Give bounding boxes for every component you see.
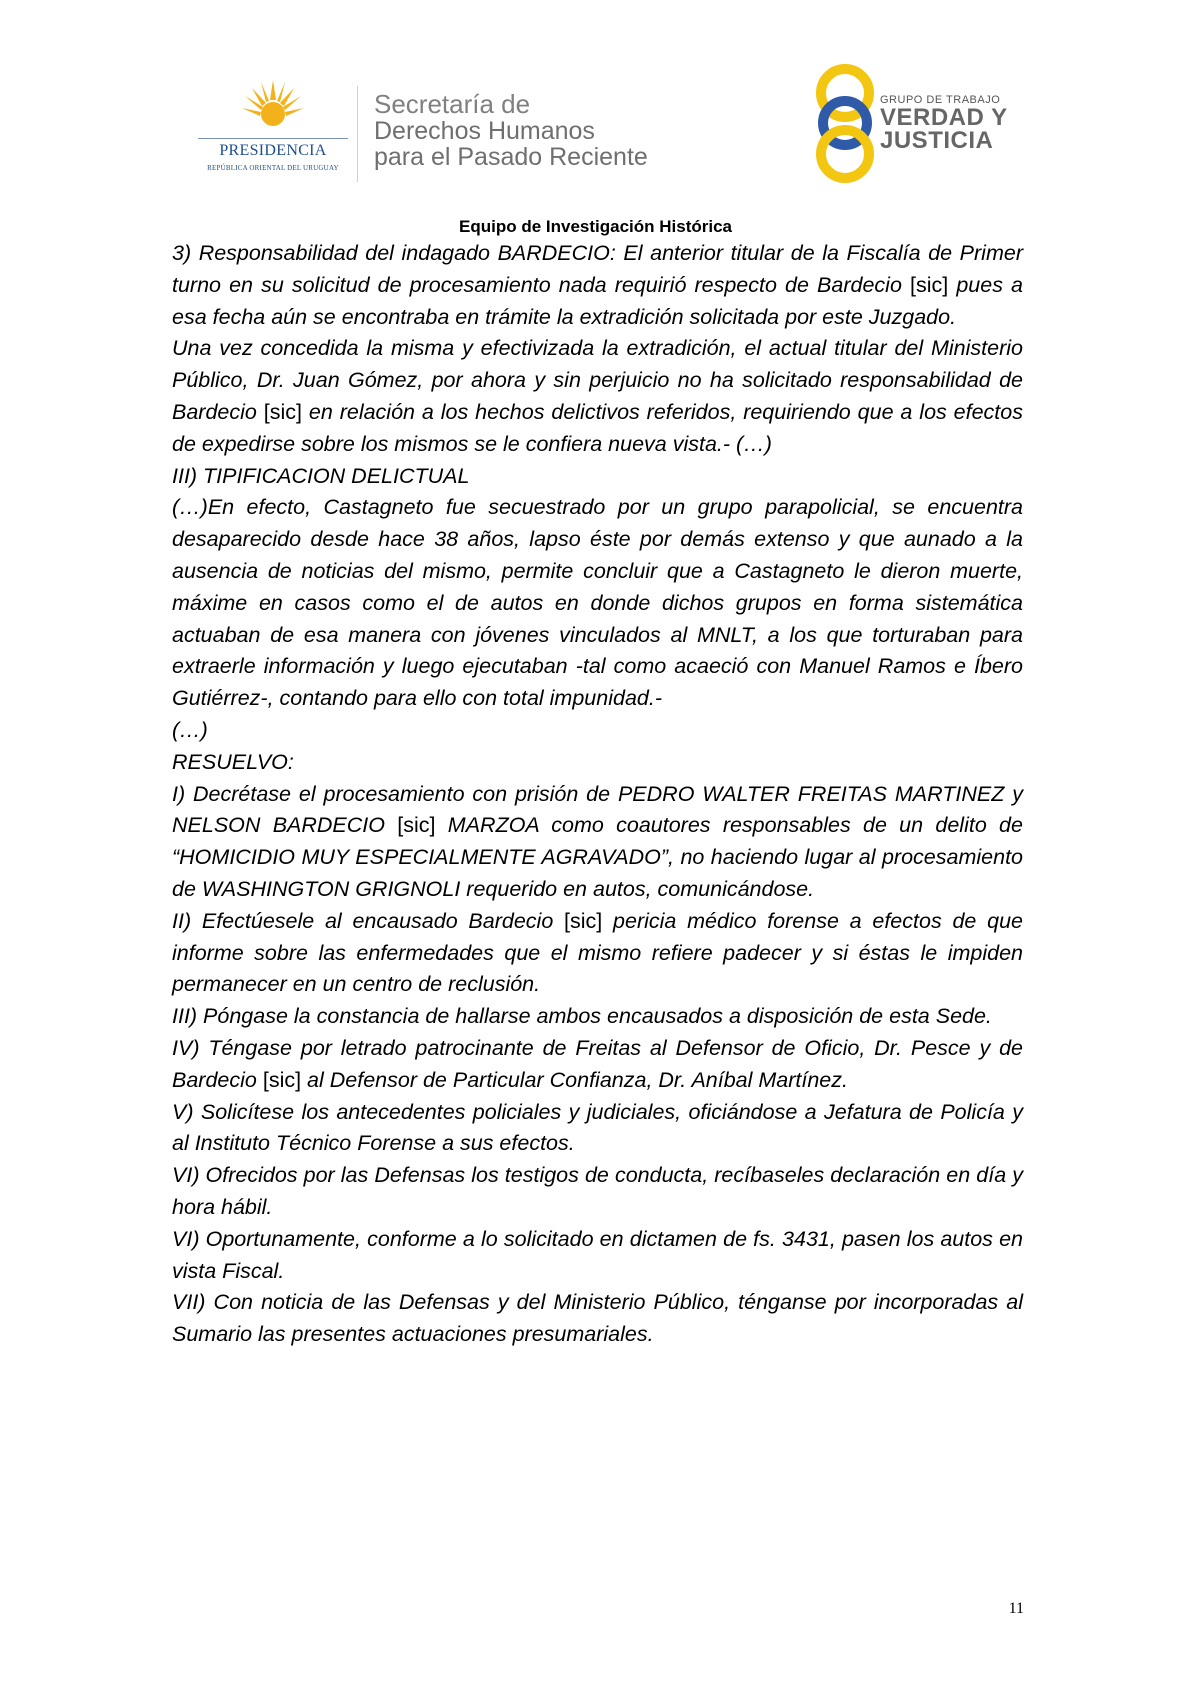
paragraph-text: en relación a los hechos delictivos referidos, requiriendo que a los efectos de expedirse sobre los mismos se le confiera nueva vista.- (…) <box>172 399 1023 456</box>
paragraph-text: pues a esa fecha aún se encontraba en trámite la extradición solicitada por este Juzgado. <box>172 272 1023 329</box>
paragraph <box>172 779 1023 906</box>
sic-marker: [sic] <box>262 1067 302 1092</box>
paragraph-text: III) Póngase la constancia de hallarse ambos encausados a disposición de esta Sede. <box>172 1004 992 1029</box>
sic-marker: [sic] <box>397 813 436 838</box>
secretaria-line-3: para el Pasado Reciente <box>374 143 648 171</box>
paragraph <box>172 1001 1023 1033</box>
paragraph <box>172 1097 1023 1161</box>
sic-marker: [sic] <box>564 908 603 933</box>
paragraph-text: V) Solicítese los antecedentes policiales y judiciales, oficiándose a Jefatura de Policía y al Instituto Técnico Forense a sus efectos. <box>172 1099 1023 1156</box>
paragraph-text: III) TIPIFICACION DELICTUAL <box>172 463 470 488</box>
document-body <box>172 238 1023 1351</box>
paragraph <box>172 1160 1023 1224</box>
page-number: 11 <box>1008 1600 1024 1617</box>
paragraph-text: VI) Ofrecidos por las Defensas los testigos de conducta, recíbaseles declaración en día y hora hábil. <box>172 1163 1023 1219</box>
paragraph <box>172 1224 1023 1288</box>
presidencia-name: PRESIDENCIA <box>219 142 327 159</box>
rings-icon <box>810 62 880 188</box>
grupo-line-2: VERDAD Y <box>880 104 1008 131</box>
paragraph <box>172 1287 1023 1351</box>
presidencia-subtitle: REPÚBLICA ORIENTAL DEL URUGUAY <box>207 164 339 172</box>
header-divider <box>357 86 358 182</box>
paragraph <box>172 333 1023 460</box>
page-header <box>0 0 1191 200</box>
paragraph-text: pericia médico forense a efectos de que informe sobre las enfermedades que el mismo refiere padecer y si éstas le impiden permanecer en un centro de reclusión. <box>172 908 1023 997</box>
paragraph-text: MARZOA como coautores responsables de un delito de “HOMICIDIO MUY ESPECIALMENTE AGRAVADO”, no haciendo lugar al procesamiento de WASHINGTON GRIGNOLI requerido en autos, comunicándose. <box>172 813 1023 901</box>
sun-icon <box>242 80 304 136</box>
paragraph <box>172 906 1023 1001</box>
paragraph-text: Una vez concedida la misma y efectivizada la extradición, el actual titular del Ministerio Público, Dr. Juan Gómez, por ahora y sin perjuicio no ha solicitado responsabilidad de Bardecio <box>172 336 1023 424</box>
paragraph-text: 3) Responsabilidad del indagado BARDECIO: El anterior titular de la Fiscalía de Primer turno en su solicitud de procesamiento nada requirió respecto de Bardecio <box>172 241 1023 297</box>
grupo-line-1: GRUPO DE TRABAJO <box>880 94 1001 106</box>
presidencia-logo <box>198 80 348 180</box>
paragraph-text: RESUELVO: <box>172 749 294 774</box>
paragraph-text: IV) Téngase por letrado patrocinante de Freitas al Defensor de Oficio, Dr. Pesce y de Bardecio <box>172 1035 1023 1092</box>
paragraph <box>172 461 1023 493</box>
verdad-justicia-logo <box>810 62 1040 188</box>
paragraph <box>172 747 1023 779</box>
sic-marker: [sic] <box>263 399 302 424</box>
team-title: Equipo de Investigación Histórica <box>459 217 732 236</box>
paragraph <box>172 715 1023 747</box>
paragraph-text: VI) Oportunamente, conforme a lo solicitado en dictamen de fs. 3431, pasen los autos en vista Fiscal. <box>172 1226 1023 1283</box>
paragraph-text: VII) Con noticia de las Defensas y del Ministerio Público, ténganse por incorporadas al Sumario las presentes actuaciones presumariales. <box>172 1290 1023 1347</box>
secretaria-line-1: Secretaría de <box>374 89 531 119</box>
paragraph <box>172 492 1023 715</box>
paragraph-text: I) Decrétase el procesamiento con prisión de PEDRO WALTER FREITAS MARTINEZ y NELSON BARDECIO <box>172 781 1023 838</box>
paragraph-text: II) Efectúesele al encausado Bardecio <box>172 908 565 933</box>
presidencia-rule <box>198 138 348 139</box>
secretaria-logo <box>374 90 648 170</box>
paragraph <box>172 1033 1023 1097</box>
secretaria-line-2: Derechos Humanos <box>374 117 595 145</box>
sic-marker: [sic] <box>910 272 949 297</box>
grupo-line-3: JUSTICIA <box>880 127 994 154</box>
paragraph-text: al Defensor de Particular Confianza, Dr. Aníbal Martínez. <box>301 1067 848 1092</box>
grupo-text <box>880 94 1008 152</box>
paragraph <box>172 238 1023 333</box>
paragraph-text: (…) <box>172 717 208 742</box>
paragraph-text: (…)En efecto, Castagneto fue secuestrado por un grupo parapolicial, se encuentra desaparecido desde hace 38 años, lapso éste por demás extenso y que aunado a la ausencia de noticias del mismo, permite concluir que a Castagneto le dieron muerte, máxime en casos como el de autos en donde dichos grupos en forma sistemática actuaban de esa manera con jóvenes vinculados al MNLT, a los que torturaban para extraerle información y luego ejecutaban -tal como acaeció con Manuel Ramos e Íbero Gutiérrez-, contando para ello con total impunidad.- <box>172 495 1023 711</box>
